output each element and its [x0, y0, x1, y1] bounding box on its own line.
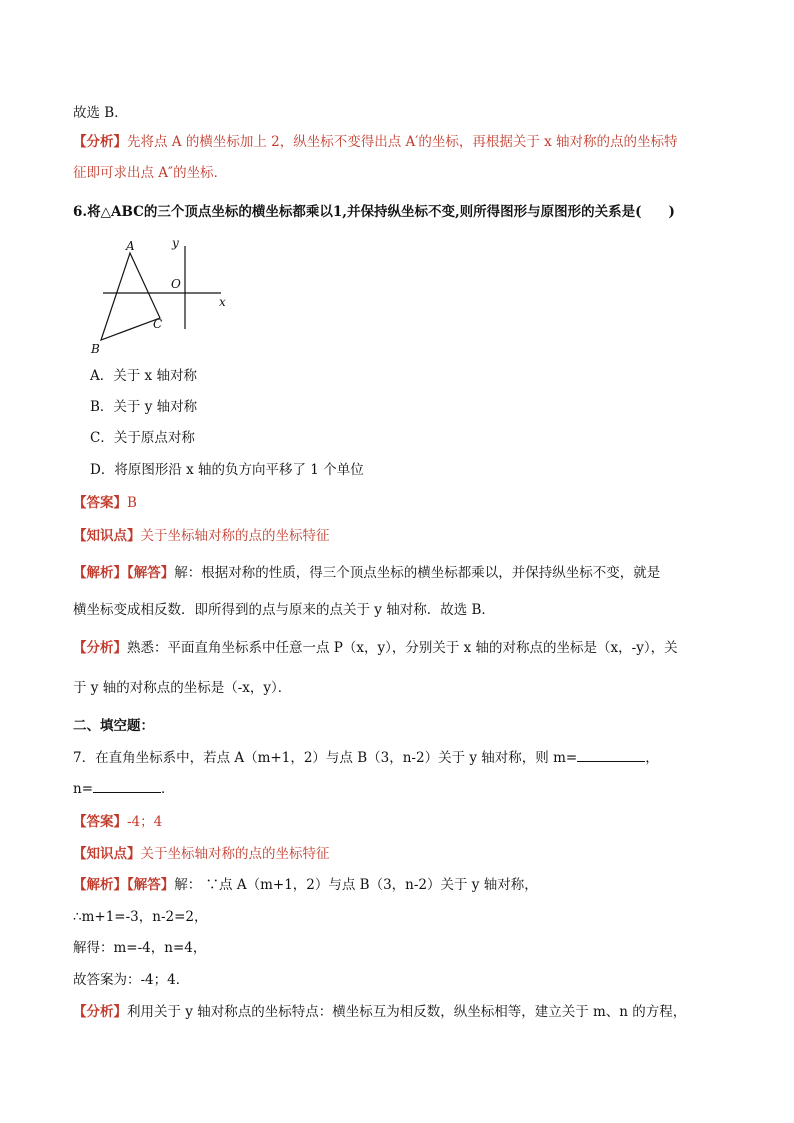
solution-6-cont: 横坐标变成相反数．即所得到的点与原来的点关于 y 轴对称．故选 B． [73, 602, 495, 618]
solution-7-step3: 故答案为：-4；4． [73, 972, 190, 988]
knowledge-6: 【知识点】关于坐标轴对称的点的坐标特征 [73, 528, 330, 544]
option-a: A．关于 x 轴对称 [90, 368, 197, 384]
conclusion-text: 故选 B． [73, 105, 128, 121]
triangle-figure [88, 232, 238, 357]
question-7-stem-cont: n= ． [73, 781, 175, 797]
label-x: x [219, 295, 226, 309]
label-o: O [171, 277, 181, 291]
answer-6: 【答案】B [73, 495, 137, 511]
section-title: 二、填空题： [73, 718, 154, 734]
analysis-text: 先将点 A 的横坐标加上 2，纵坐标不变得出点 A′的坐标，再根据关于 x 轴对称的点的坐标特 [127, 134, 678, 150]
solution-6: 【解析】【解答】解：根据对称的性质，得三个顶点坐标的横坐标都乘以，并保持纵坐标不变，就是 [73, 565, 661, 581]
solution-7-step1: ∴m+1=-3，n-2=2， [73, 909, 208, 925]
label-c: C [153, 317, 163, 331]
option-b: B．关于 y 轴对称 [90, 399, 198, 415]
label-a: A [126, 239, 135, 253]
solution-7-step2: 解得：m=-4，n=4， [73, 940, 207, 956]
analysis-7: 【分析】利用关于 y 轴对称点的坐标特点：横坐标互为相反数，纵坐标相等，建立关于 m、n 的方程， [73, 1004, 687, 1020]
analysis-paragraph [73, 133, 678, 151]
label-b: B [91, 342, 100, 356]
analysis-text-cont: 征即可求出点 A″的坐标． [73, 165, 228, 181]
knowledge-7: 【知识点】关于坐标轴对称的点的坐标特征 [73, 846, 330, 862]
solution-7: 【解析】【解答】解： ∵点 A（m+1，2）与点 B（3，n-2）关于 y 轴对称， [73, 877, 538, 893]
label-y: y [172, 236, 179, 250]
question-7-stem: 7．在直角坐标系中，若点 A（m+1，2）与点 B（3，n-2）关于 y 轴对称，则 m= ， [73, 750, 659, 766]
option-d: D．将原图形沿 x 轴的负方向平移了 1 个单位 [90, 462, 364, 478]
answer-blank-n[interactable] [93, 780, 161, 793]
option-c: C．关于原点对称 [90, 430, 195, 446]
analysis-6-cont: 于 y 轴的对称点的坐标是（-x，y）． [73, 680, 292, 696]
triangle-abc [101, 253, 163, 340]
answer-7: 【答案】-4；4 [73, 814, 163, 830]
analysis-6: 【分析】熟悉：平面直角坐标系中任意一点 P（x，y），分别关于 x 轴的对称点的坐标是（x，-y），关 [73, 640, 678, 656]
analysis-tag: 【分析】 [73, 134, 127, 150]
answer-blank-m[interactable] [577, 749, 645, 762]
question-6-stem: 6.将△ABC的三个顶点坐标的横坐标都乘以1,并保持纵坐标不变,则所得图形与原图形的关系是( ) [73, 204, 675, 220]
